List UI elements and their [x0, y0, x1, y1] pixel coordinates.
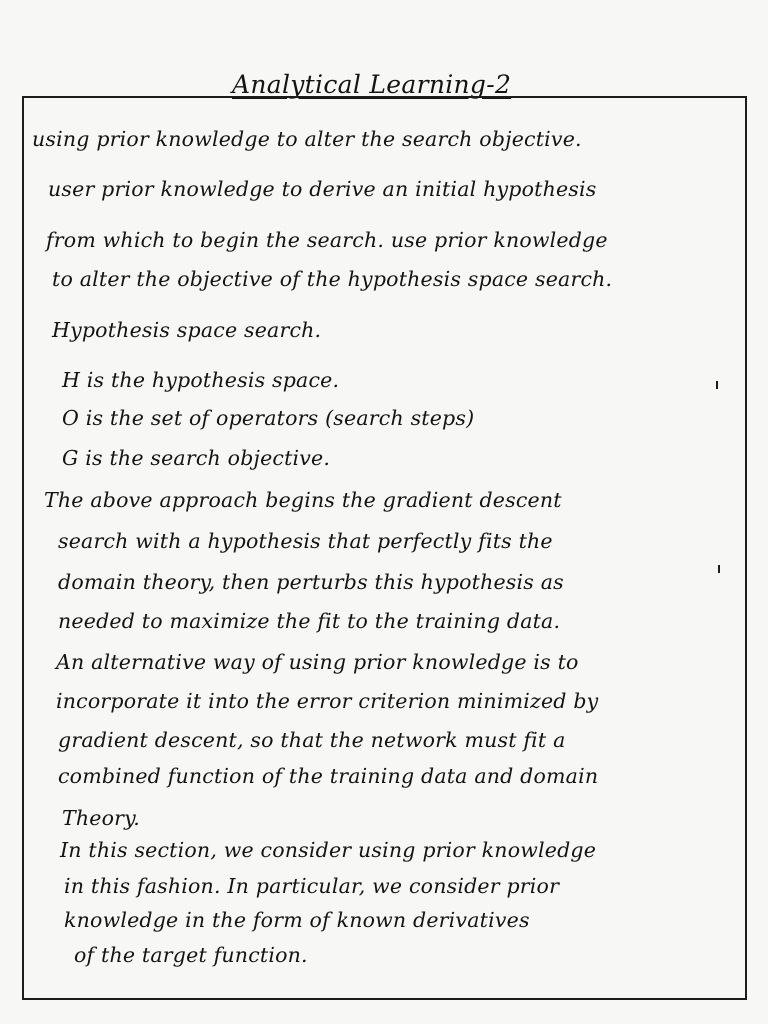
note-line-1: using prior knowledge to alter the search objective. [32, 127, 582, 151]
margin-mark [718, 565, 720, 573]
note-line-19: in this fashion. In particular, we consider prior [64, 874, 560, 898]
note-line-5: Hypothesis space search. [52, 318, 322, 342]
note-line-16: combined function of the training data and domain [58, 764, 599, 788]
note-line-7: O is the set of operators (search steps) [62, 406, 475, 430]
note-line-15: gradient descent, so that the network must fit a [58, 728, 566, 752]
note-line-13: An alternative way of using prior knowledge is to [56, 650, 579, 674]
note-line-14: incorporate it into the error criterion minimized by [56, 689, 599, 713]
note-line-12: needed to maximize the fit to the training data. [58, 609, 561, 633]
note-line-21: of the target function. [74, 943, 308, 967]
note-line-11: domain theory, then perturbs this hypothesis as [58, 570, 564, 594]
note-line-3: from which to begin the search. use prior knowledge [46, 228, 608, 252]
note-line-9: The above approach begins the gradient descent [44, 488, 562, 512]
margin-mark [716, 381, 718, 389]
note-line-18: In this section, we consider using prior knowledge [60, 838, 597, 862]
note-line-2: user prior knowledge to derive an initial hypothesis [48, 177, 597, 201]
note-line-10: search with a hypothesis that perfectly fits the [58, 529, 553, 553]
page-title: Analytical Learning-2 [232, 70, 512, 99]
note-line-6: H is the hypothesis space. [62, 368, 340, 392]
note-line-4: to alter the objective of the hypothesis space search. [52, 267, 613, 291]
note-line-17: Theory. [62, 806, 140, 830]
note-line-20: knowledge in the form of known derivatives [64, 908, 530, 932]
note-line-8: G is the search objective. [62, 446, 331, 470]
